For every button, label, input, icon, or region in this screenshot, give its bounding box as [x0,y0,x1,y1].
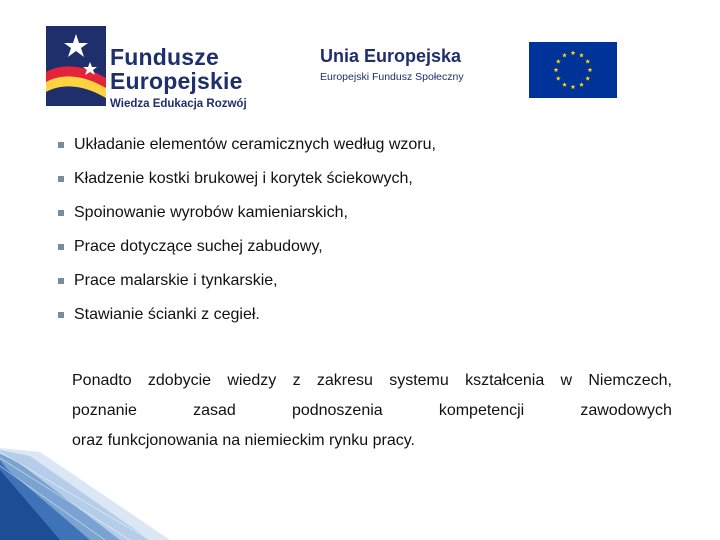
bullet-list [58,128,698,332]
bullet-text: Kładzenie kostki brukowej i korytek ściekowych, [74,170,413,187]
word: systemu [389,372,449,389]
fe-line-3: Wiedza Edukacja Rozwój [110,98,247,110]
word: podnoszenia [291,402,383,419]
word: w [560,372,573,389]
bullet-square-icon [58,176,64,182]
logo-bar [40,14,636,116]
word: kompetencji [438,402,525,419]
paragraph-line-1 [72,366,672,396]
bullet-square-icon [58,142,64,148]
list-item [58,162,698,196]
bullet-text: Prace malarskie i tynkarskie, [74,272,278,289]
bullet-square-icon [58,210,64,216]
bullet-text: Układanie elementów ceramicznych według wzoru, [74,136,436,153]
word: Niemczech, [588,372,672,389]
word: zdobycie [147,372,212,389]
fundusze-europejskie-logo [40,22,310,110]
list-item [58,196,698,230]
paragraph-line-3: oraz funkcjonowania na niemieckim rynku pracy. [72,432,415,449]
list-item [58,264,698,298]
bullet-text: Spoinowanie wyrobów kamieniarskich, [74,204,348,221]
summary-paragraph [72,366,672,456]
word: wiedzy [227,372,277,389]
fe-line-2: Europejskie [110,68,243,94]
bullet-square-icon [58,278,64,284]
word: Ponadto [72,372,132,389]
bullet-square-icon [58,312,64,318]
eu-flag-icon [529,42,617,98]
word: zakresu [316,372,373,389]
list-item [58,128,698,162]
fundusze-europejskie-text [110,46,247,111]
unia-europejska-text [320,46,520,83]
bullet-square-icon [58,244,64,250]
word: poznanie [72,402,137,419]
bullet-text: Prace dotyczące suchej zabudowy, [74,238,323,255]
fundusze-europejskie-mark-icon [46,26,106,106]
word: kształcenia [465,372,545,389]
ue-title: Unia Europejska [320,46,462,66]
paragraph-line-2 [72,396,672,426]
word: z [292,372,301,389]
bullet-text: Stawianie ścianki z cegieł. [74,306,260,323]
word: zawodowych [580,402,672,419]
word: zasad [193,402,236,419]
list-item [58,298,698,332]
list-item [58,230,698,264]
ue-subtitle: Europejski Fundusz Społeczny [320,71,464,83]
decorative-corner-stripes-icon [0,448,170,540]
fe-line-1: Fundusze [110,44,219,70]
